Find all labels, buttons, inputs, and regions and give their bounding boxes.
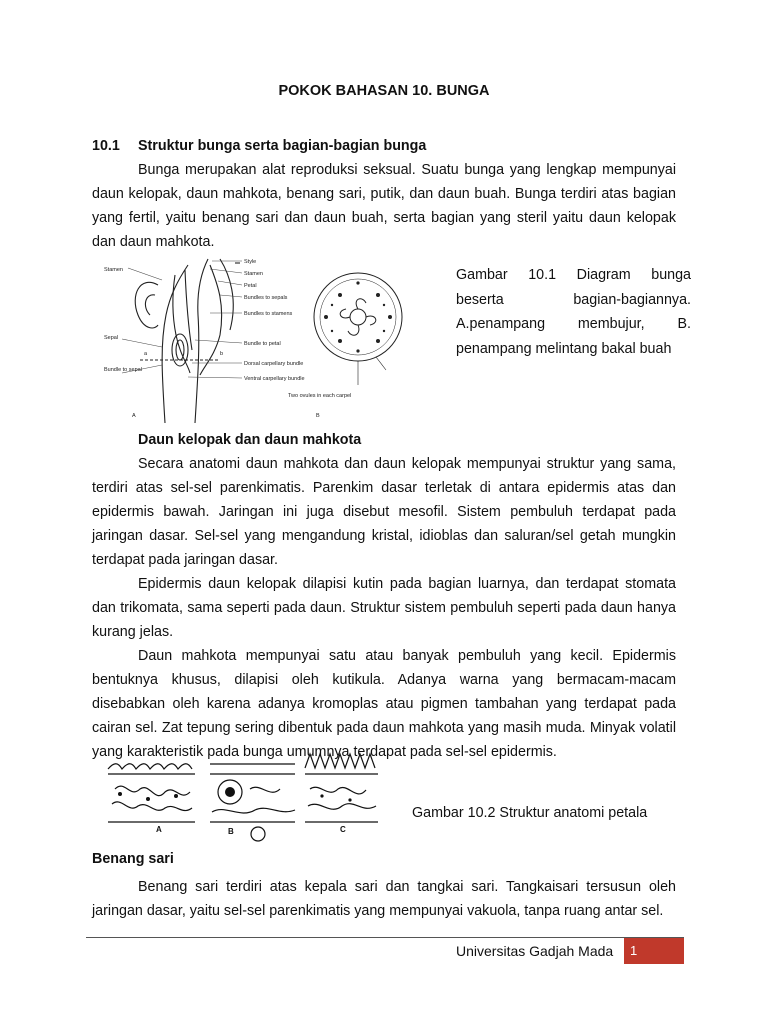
label-ovules: Two ovules in each carpel	[288, 393, 352, 399]
label-dorsal: Dorsal carpellary bundle	[244, 361, 304, 367]
intro-paragraph	[92, 158, 676, 254]
subheading-benang-sari: Benang sari	[92, 851, 174, 867]
label-a-small: a	[144, 351, 148, 357]
page-number: 1	[630, 943, 638, 958]
petal-label-B: B	[228, 827, 234, 836]
section-title: Struktur bunga serta bagian-bagian bunga	[138, 138, 427, 154]
petal-label-C: C	[340, 825, 346, 834]
paragraph-2: Epidermis daun kelopak dilapisi kutin pada bagian luarnya, dan terdapat stomata dan trikomata, sama seperti pada daun. Struktur sistem pembuluh seperti pada daun hanya kurang jelas.	[92, 576, 676, 640]
footer-institution: Universitas Gadjah Mada	[456, 943, 614, 959]
benang-sari-text: Benang sari terdiri atas kepala sari dan tangkai sari. Tangkaisari tersusun oleh jaringan dasar, yaitu sel-sel parenkimatis yang mempunyai vakuola, tanpa ruang antar sel.	[92, 879, 676, 919]
label-A: A	[132, 413, 136, 419]
paragraph-3: Daun mahkota mempunyai satu atau banyak pembuluh yang kecil. Epidermis bentuknya khusus, dilapisi oleh kutikula. Adanya warna yang bermacam-macam disebabkan oleh karena adanya kromoplas atau pigmen tambahan yang terdapat pada cairan sel. Zat tepung sering dibentuk pada daun mahkota yang masih muda. Minyak volatil yang karakteristik pada bunga umumnya terdapat pada sel-sel epidermis.	[92, 648, 676, 760]
label-ventral: Ventral carpellary bundle	[244, 376, 305, 382]
body-paragraphs	[92, 452, 676, 764]
label-sepal: Sepal	[104, 335, 119, 341]
subheading-kelopak-mahkota: Daun kelopak dan daun mahkota	[138, 432, 362, 448]
figure1-caption: Gambar 10.1 Diagram bunga beserta bagian-bagiannya. A.penampang membujur, B. penampang melintang bakal buah	[456, 267, 691, 357]
label-bundle-petal: Bundle to petal	[244, 341, 281, 347]
page-title: POKOK BAHASAN 10. BUNGA	[278, 83, 490, 99]
label-stamen: Stamen	[104, 267, 123, 273]
intro-text: Bunga merupakan alat reproduksi seksual. Suatu bunga yang lengkap mempunyai daun kelopak, daun mahkota, benang sari, putik, dan daun buah. Bunga terdiri atas bagian yang fertil, yaitu benang sari dan daun buah, serta bagian yang steril yaitu daun kelopak dan daun mahkota.	[92, 162, 676, 250]
label-bundle-sepal: Bundle to sepal	[104, 367, 142, 373]
label-stamen-2: Stamen	[244, 271, 263, 277]
label-b-small: b	[220, 351, 224, 357]
figure2-caption: Gambar 10.2 Struktur anatomi petala	[412, 805, 648, 821]
petal-label-A: A	[156, 825, 162, 834]
label-bundles-sepals: Bundles to sepals	[244, 295, 288, 301]
benang-sari-paragraph	[92, 875, 676, 923]
label-petal: Petal	[244, 283, 257, 289]
label-B: B	[316, 413, 320, 419]
footer-divider	[86, 937, 684, 938]
section-number: 10.1	[92, 138, 120, 154]
paragraph-1: Secara anatomi daun mahkota dan daun kelopak mempunyai struktur yang sama, terdiri atas sel-sel parenkimatis. Parenkim dasar terletak di antara epidermis atas dan epidermis bawah. Jaringan ini juga disebut mesofil. Sistem pembuluh terdapat pada jaringan dasar. Sel-sel yang mengandung kristal, idioblas dan saluran/sel getah mungkin terdapat pada jaringan dasar.	[92, 456, 676, 568]
label-style: Style	[244, 259, 257, 265]
petal-anatomy-figure	[100, 744, 390, 844]
label-bundles-stamens: Bundles to stamens	[244, 311, 293, 317]
page-number-badge	[624, 938, 684, 964]
flower-diagram-figure	[100, 255, 440, 423]
